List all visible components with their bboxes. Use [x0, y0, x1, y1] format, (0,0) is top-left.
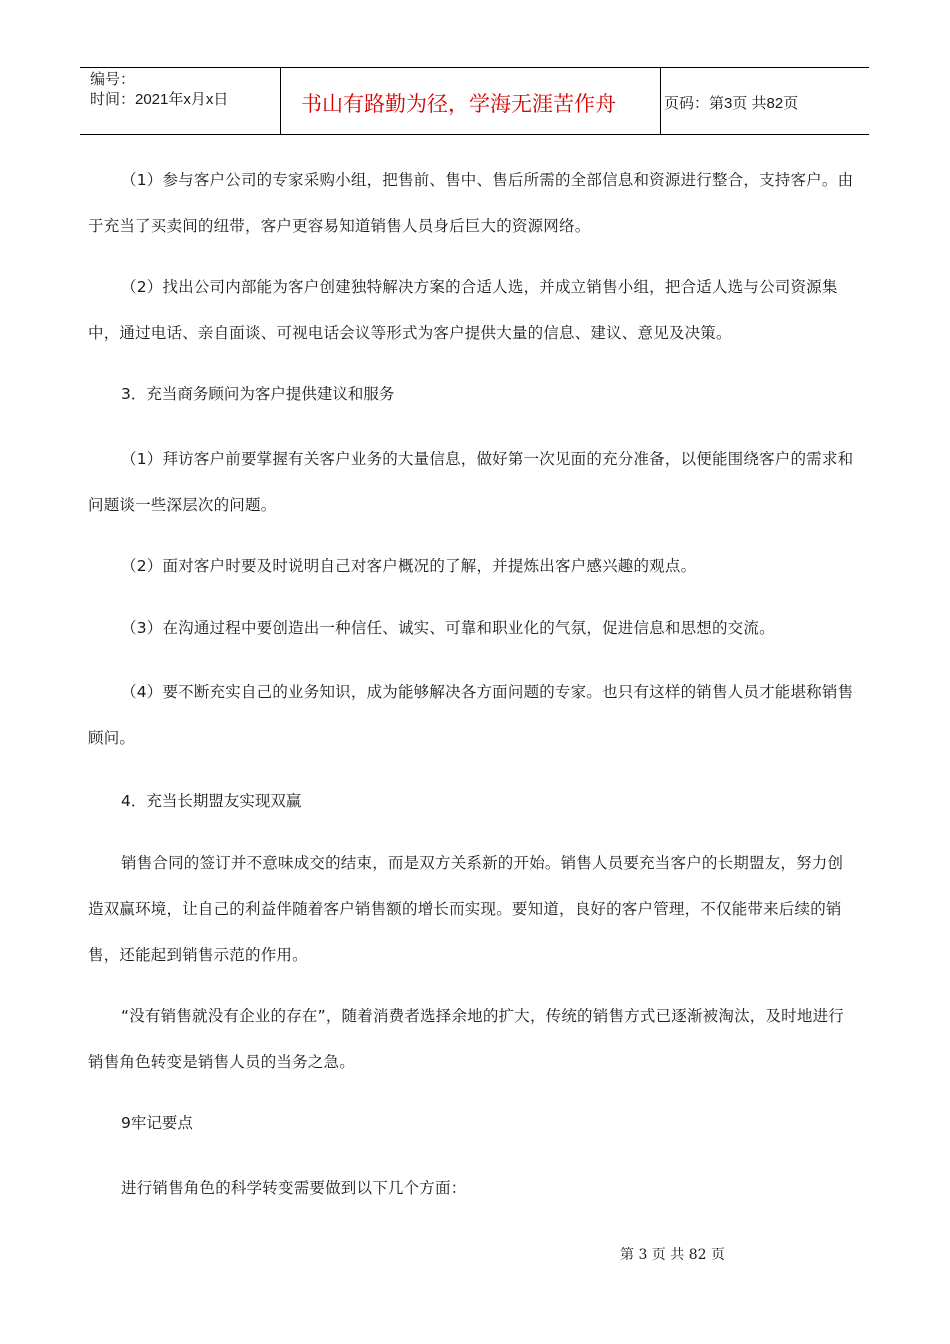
paragraph: 销售合同的签订并不意味成交的结束，而是双方关系新的开始。销售人员要充当客户的长期盟友，努力创造双赢环境，让自己的利益伴随着客户销售额的增长而实现。要知道，良好的客户管理，不仅能带来后续的销售，还能起到销售示范的作用。	[88, 854, 844, 964]
paragraph: （3）在沟通过程中要创造出一种信任、诚实、可靠和职业化的气氛，促进信息和思想的交流。	[121, 619, 775, 637]
paragraph: （1）拜访客户前要掌握有关客户业务的大量信息，做好第一次见面的充分准备，以便能围绕客户的需求和问题谈一些深层次的问题。	[88, 450, 854, 514]
header-page-cell	[661, 68, 869, 134]
header-meta-cell	[80, 68, 281, 134]
section-heading: 9牢记要点	[121, 1114, 193, 1132]
paragraph: （1）参与客户公司的专家采购小组，把售前、售中、售后所需的全部信息和资源进行整合，支持客户。由于充当了买卖间的纽带，客户更容易知道销售人员身后巨大的资源网络。	[88, 171, 854, 235]
paragraph: （2）面对客户时要及时说明自己对客户概况的了解，并提炼出客户感兴趣的观点。	[121, 557, 697, 575]
paragraph: （2）找出公司内部能为客户创建独特解决方案的合适人选，并成立销售小组，把合适人选与公司资源集中，通过电话、亲自面谈、可视电话会议等形式为客户提供大量的信息、建议、意见及决策。	[88, 278, 838, 342]
header-page-info: 页码：第3页 共82页	[664, 95, 799, 112]
header-motto-cell	[281, 68, 661, 134]
paragraph: （4）要不断充实自己的业务知识，成为能够解决各方面问题的专家。也只有这样的销售人员才能堪称销售顾问。	[88, 683, 854, 747]
doc-number-label: 编号：	[90, 71, 136, 88]
section-heading: 3．充当商务顾问为客户提供建议和服务	[121, 385, 395, 403]
doc-date-line: 时间：2021年x月x日	[90, 91, 229, 108]
page-footer: 第 3 页 共 82 页	[620, 1247, 725, 1263]
paragraph: 进行销售角色的科学转变需要做到以下几个方面：	[121, 1179, 467, 1197]
header-motto: 书山有路勤为径，学海无涯苦作舟	[301, 92, 616, 116]
paragraph: “没有销售就没有企业的存在”，随着消费者选择余地的扩大，传统的销售方式已逐渐被淘汰，及时地进行销售角色转变是销售人员的当务之急。	[88, 1007, 844, 1071]
document-header	[80, 67, 869, 135]
section-heading: 4．充当长期盟友实现双赢	[121, 792, 302, 810]
